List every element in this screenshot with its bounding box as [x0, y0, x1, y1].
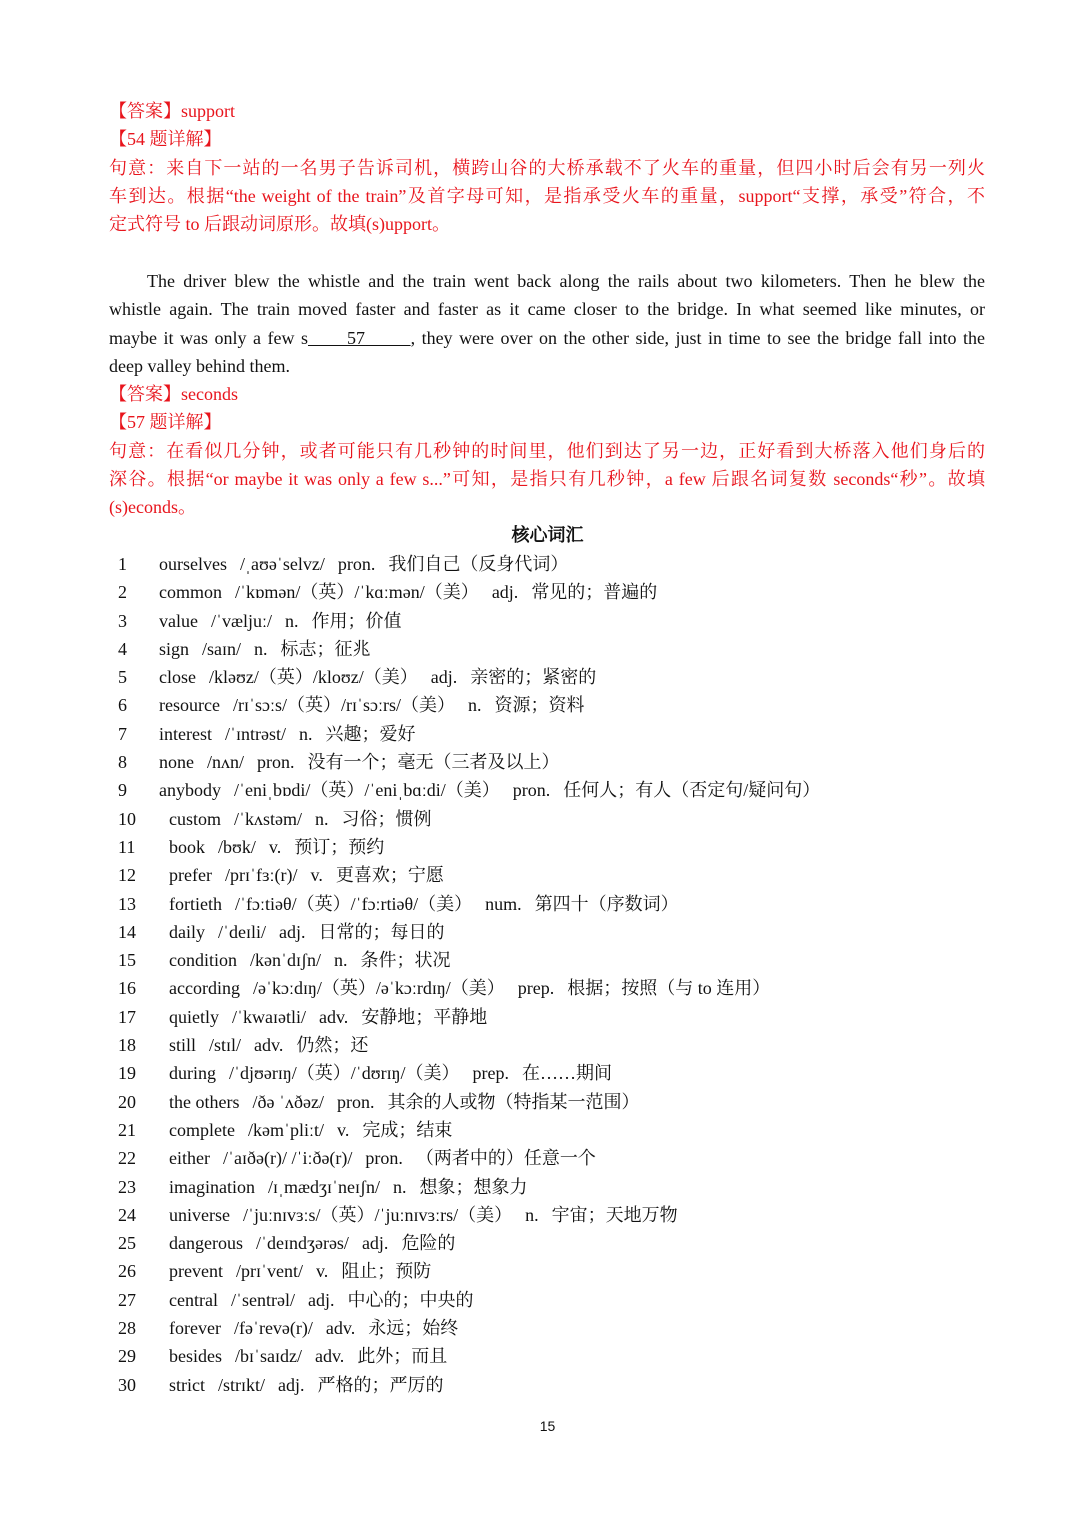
vocab-number: 15: [118, 950, 136, 971]
vocab-word: prefer: [169, 865, 212, 886]
vocab-number: 1: [118, 554, 127, 574]
vocab-meaning: 危险的: [401, 1233, 456, 1254]
vocab-ipa: /ˈeniˌbɒdi/（英）/ˈeniˌbɑːdi/（美）: [234, 780, 500, 801]
vocab-meaning: 习俗；惯例: [341, 808, 432, 829]
vocab-ipa: /ˈkʌstəm/: [234, 808, 302, 829]
answer-54-explain-3: 定式符号 to 后跟动词原形。故填(s)upport。: [109, 214, 450, 235]
vocab-ipa: /bʊk/: [218, 836, 256, 857]
vocab-ipa: /kəmˈpliːt/: [247, 1119, 324, 1140]
vocab-meaning: 其余的人或物（特指某一范围）: [387, 1091, 640, 1112]
vocab-number: 22: [118, 1148, 136, 1169]
vocab-pos: adv.: [325, 1318, 356, 1339]
vocab-pos: adj.: [430, 667, 458, 688]
vocab-row: [118, 776, 833, 804]
vocab-pos: pron.: [365, 1148, 403, 1169]
vocab-meaning: 阻止；预防: [341, 1261, 432, 1282]
vocab-row: [118, 748, 833, 776]
vocab-number: 7: [118, 723, 127, 744]
vocab-meaning: （两者中的）任意一个: [415, 1148, 596, 1169]
vocab-ipa: /əˈkɔːdɪŋ/（英）/əˈkɔːrdɪŋ/（美）: [252, 978, 505, 999]
vocab-meaning: 在……期间: [522, 1063, 613, 1084]
answer-57-explain-2: 深谷。根据“or maybe it was only a few s...”可知，是指只有几秒钟，a few 后跟名词复数 seconds“秒”。故填: [109, 468, 985, 489]
vocab-meaning: 完成；结束: [362, 1119, 453, 1140]
vocab-word: during: [169, 1063, 216, 1084]
vocab-number: 18: [118, 1035, 136, 1056]
vocab-number: 27: [118, 1289, 136, 1310]
vocab-pos: adv.: [254, 1035, 284, 1056]
answer-54-heading: 【54 题详解】: [109, 129, 222, 150]
vocab-number: 16: [118, 978, 136, 999]
vocab-word: universe: [169, 1204, 230, 1225]
page-number: 15: [539, 1418, 556, 1434]
vocab-number: 11: [118, 836, 136, 857]
vocab-pos: v.: [310, 865, 323, 886]
answer-57-explain-1: 句意：在看似几分钟，或者可能只有几秒钟的时间里，他们到达了另一边，正好看到大桥落入他们身后的: [109, 440, 985, 461]
vocab-number: 2: [118, 582, 127, 603]
vocab-pos: n.: [525, 1204, 539, 1225]
answer-54-block: [109, 97, 985, 238]
vocab-meaning: 任何人；有人（否定句/疑问句）: [563, 780, 821, 801]
vocab-number: 20: [118, 1091, 136, 1112]
vocab-ipa: /kənˈdɪʃn/: [250, 950, 321, 971]
vocab-ipa: /ˈfɔːtiəθ/（英）/ˈfɔːrtiəθ/（美）: [234, 893, 473, 914]
vocab-row: [118, 663, 833, 691]
vocab-word: interest: [159, 723, 212, 744]
vocab-meaning: 兴趣；爱好: [325, 723, 416, 744]
vocab-pos: n.: [333, 950, 348, 971]
answer-57-line: 【答案】seconds: [109, 384, 238, 404]
answer-57-block: [109, 380, 985, 521]
vocab-row: [118, 1003, 833, 1031]
vocab-ipa: /ɪˌmædʒɪˈneɪʃn/: [267, 1176, 380, 1197]
vocab-ipa: /ˈvæljuː/: [210, 610, 272, 631]
vocab-meaning: 没有一个；毫无（三者及以上）: [307, 752, 560, 773]
vocab-row: [118, 1257, 833, 1285]
vocab-meaning: 我们自己（反身代词）: [388, 554, 569, 574]
vocab-number: 6: [118, 695, 127, 716]
vocab-pos: adj.: [278, 1374, 305, 1395]
answer-57-heading: 【57 题详解】: [109, 412, 222, 433]
vocab-word: close: [159, 667, 196, 688]
vocab-meaning: 严格的；严厉的: [317, 1374, 444, 1395]
vocab-ipa: /nʌn/: [207, 752, 245, 773]
answer-54-explain-1: 句意：来自下一站的一名男子告诉司机，横跨山谷的大桥承载不了火车的重量，但四小时后会有另一列火: [109, 157, 985, 178]
passage-line-3-after: , they were over on the other side, just in time to see the bridge fall into the: [410, 327, 986, 348]
vocab-ipa: /ˈkwaɪətli/: [232, 1006, 306, 1027]
vocab-meaning: 宇宙；天地万物: [551, 1204, 678, 1225]
vocab-row: [118, 720, 833, 748]
vocab-pos: n.: [467, 695, 482, 716]
vocab-pos: n.: [254, 638, 268, 659]
vocab-meaning: 第四十（序数词）: [534, 893, 679, 914]
vocab-pos: adv.: [314, 1346, 345, 1367]
vocab-pos: num.: [485, 893, 522, 914]
vocab-meaning: 条件；状况: [360, 950, 451, 971]
vocab-ipa: /prɪˈfɜː(r)/: [224, 865, 298, 886]
vocab-number: 14: [118, 921, 136, 942]
vocab-meaning: 标志；征兆: [280, 638, 371, 659]
vocab-word: value: [159, 610, 198, 631]
passage-line-2: whistle again. The train moved faster and faster as it came closer to the bridge. In what seemed like minutes, or: [109, 299, 985, 320]
vocab-meaning: 常见的；普遍的: [531, 582, 658, 603]
vocab-number: 5: [118, 667, 127, 688]
vocab-ipa: /ˈdeɪndʒərəs/: [255, 1233, 349, 1254]
vocab-word: besides: [169, 1346, 222, 1367]
answer-54-line: 【答案】support: [109, 101, 235, 121]
vocab-ipa: /ˈkɒmən/（英）/ˈkɑːmən/（美）: [235, 582, 479, 603]
vocab-word: custom: [169, 808, 221, 829]
vocab-row: [118, 890, 833, 918]
vocab-meaning: 亲密的；紧密的: [470, 667, 597, 688]
vocab-ipa: /prɪˈvent/: [235, 1261, 303, 1282]
vocab-word: strict: [169, 1374, 205, 1395]
vocab-ipa: /fəˈrevə(r)/: [233, 1318, 313, 1339]
vocab-ipa: /ˈdjʊərɪŋ/（英）/ˈdʊrɪŋ/（美）: [229, 1063, 460, 1084]
passage-line-3-before: maybe it was only a few s: [109, 327, 308, 348]
vocab-word: forever: [169, 1318, 221, 1339]
vocab-number: 25: [118, 1233, 136, 1254]
vocab-meaning: 日常的；每日的: [318, 921, 445, 942]
vocab-row: [118, 607, 833, 635]
vocab-row: [118, 578, 833, 606]
vocab-meaning: 永远；始终: [368, 1318, 459, 1339]
vocab-pos: prep.: [517, 978, 555, 999]
vocab-row: [118, 550, 833, 578]
passage-line-4: deep valley behind them.: [109, 355, 290, 376]
vocab-pos: n.: [392, 1176, 407, 1197]
vocab-number: 4: [118, 638, 127, 659]
vocab-ipa: /kləʊz/（英）/kloʊz/（美）: [208, 667, 418, 688]
passage-line-3: [109, 324, 985, 352]
vocab-row: [118, 1371, 833, 1399]
vocab-number: 30: [118, 1374, 136, 1395]
vocab-number: 29: [118, 1346, 136, 1367]
vocab-pos: adj.: [491, 582, 519, 603]
vocab-row: [118, 1173, 833, 1201]
vocab-row: [118, 946, 833, 974]
vocab-row: [118, 1031, 833, 1059]
vocab-meaning: 想象；想象力: [419, 1176, 528, 1197]
vocab-word: either: [169, 1148, 210, 1169]
vocab-number: 3: [118, 610, 127, 631]
vocab-ipa: /ˈjuːnɪvɜːs/（英）/ˈjuːnɪvɜːrs/（美）: [242, 1204, 513, 1225]
vocab-ipa: /ðə ˈʌðəz/: [252, 1091, 324, 1112]
vocab-word: imagination: [169, 1176, 255, 1197]
vocab-pos: adv.: [318, 1006, 349, 1027]
vocab-row: [118, 1059, 833, 1087]
passage: [109, 267, 985, 380]
answer-54-explain-2: 车到达。根据“the weight of the train”及首字母可知，是指承受火车的重量，support“支撑，承受”符合，不: [109, 185, 985, 206]
vocab-word: anybody: [159, 780, 221, 801]
vocab-word: fortieth: [169, 893, 222, 914]
vocab-row: [118, 805, 833, 833]
vocab-word: dangerous: [169, 1233, 243, 1254]
vocab-row: [118, 974, 833, 1002]
vocab-word: daily: [169, 921, 205, 942]
blank-57-number: 57: [347, 327, 366, 348]
vocab-ipa: /ˈaɪðə(r)/ /ˈiːðə(r)/: [222, 1148, 353, 1169]
vocab-word: quietly: [169, 1006, 219, 1027]
vocab-pos: prep.: [472, 1063, 510, 1084]
vocab-number: 23: [118, 1176, 136, 1197]
vocab-pos: v.: [315, 1261, 329, 1282]
vocab-row: [118, 691, 833, 719]
vocab-pos: pron.: [337, 554, 376, 574]
vocab-row: [118, 635, 833, 663]
vocab-word: prevent: [169, 1261, 223, 1282]
passage-line-1: The driver blew the whistle and the train went back along the rails about two kilometers. Then he blew the: [147, 271, 985, 291]
vocab-word: ourselves: [159, 554, 227, 574]
vocab-meaning: 预订；预约: [294, 836, 385, 857]
vocab-row: [118, 1229, 833, 1257]
vocab-pos: n.: [315, 808, 329, 829]
vocab-row: [118, 833, 833, 861]
vocab-row: [118, 1088, 833, 1116]
vocab-pos: v.: [336, 1119, 350, 1140]
vocab-ipa: /ˈdeɪli/: [218, 921, 266, 942]
vocab-pos: pron.: [336, 1091, 375, 1112]
vocab-pos: adj.: [307, 1289, 335, 1310]
vocab-number: 24: [118, 1204, 136, 1225]
vocab-list: [118, 550, 833, 1399]
vocab-number: 17: [118, 1006, 136, 1027]
vocab-word: complete: [169, 1119, 235, 1140]
vocab-pos: n.: [298, 723, 313, 744]
vocab-pos: adj.: [361, 1233, 389, 1254]
vocab-ipa: /bɪˈsaɪdz/: [235, 1346, 302, 1367]
vocab-word: condition: [169, 950, 237, 971]
vocab-row: [118, 1144, 833, 1172]
answer-57-explain-3: (s)econds。: [109, 497, 196, 518]
vocab-ipa: /rɪˈsɔːs/（英）/rɪˈsɔːrs/（美）: [232, 695, 455, 716]
vocab-row: [118, 1201, 833, 1229]
vocab-number: 8: [118, 752, 127, 773]
vocab-ipa: /ˈsentrəl/: [230, 1289, 295, 1310]
vocab-pos: v.: [268, 836, 282, 857]
vocab-ipa: /stɪl/: [209, 1035, 242, 1056]
vocab-row: [118, 1286, 833, 1314]
vocab-meaning: 此外；而且: [357, 1346, 448, 1367]
vocab-meaning: 中心的；中央的: [347, 1289, 474, 1310]
vocab-row: [118, 1342, 833, 1370]
blank-57: [308, 328, 411, 348]
vocab-ipa: /ˈɪntrəst/: [224, 723, 286, 744]
vocab-number: 9: [118, 780, 127, 801]
vocab-word: still: [169, 1035, 197, 1056]
vocab-row: [118, 918, 833, 946]
vocab-word: resource: [159, 695, 220, 716]
vocab-word: central: [169, 1289, 218, 1310]
vocab-word: book: [169, 836, 205, 857]
vocab-pos: pron.: [257, 752, 295, 773]
vocab-number: 21: [118, 1119, 136, 1140]
vocab-word: common: [159, 582, 222, 603]
vocab-meaning: 作用；价值: [311, 610, 402, 631]
vocab-meaning: 资源；资料: [494, 695, 585, 716]
vocab-word: none: [159, 752, 194, 773]
vocab-number: 12: [118, 865, 136, 886]
vocab-ipa: /strɪkt/: [218, 1374, 266, 1395]
vocab-word: according: [169, 978, 240, 999]
vocab-word: the others: [169, 1091, 240, 1112]
vocab-row: [118, 861, 833, 889]
vocab-ipa: /saɪn/: [202, 638, 242, 659]
vocab-number: 28: [118, 1318, 136, 1339]
vocab-number: 10: [118, 808, 136, 829]
vocab-meaning: 更喜欢；宁愿: [335, 865, 444, 886]
vocab-meaning: 仍然；还: [296, 1035, 369, 1056]
vocab-number: 13: [118, 893, 136, 914]
vocab-row: [118, 1314, 833, 1342]
vocab-meaning: 安静地；平静地: [361, 1006, 488, 1027]
vocab-title: 核心词汇: [511, 525, 584, 545]
vocab-meaning: 根据；按照（与 to 连用）: [567, 978, 771, 999]
vocab-number: 19: [118, 1063, 136, 1084]
vocab-pos: adj.: [279, 921, 306, 942]
vocab-word: sign: [159, 638, 190, 659]
vocab-row: [118, 1116, 833, 1144]
vocab-ipa: /ˌaʊəˈselvz/: [239, 554, 325, 574]
vocab-pos: pron.: [512, 780, 551, 801]
vocab-number: 26: [118, 1261, 136, 1282]
vocab-pos: n.: [285, 610, 299, 631]
